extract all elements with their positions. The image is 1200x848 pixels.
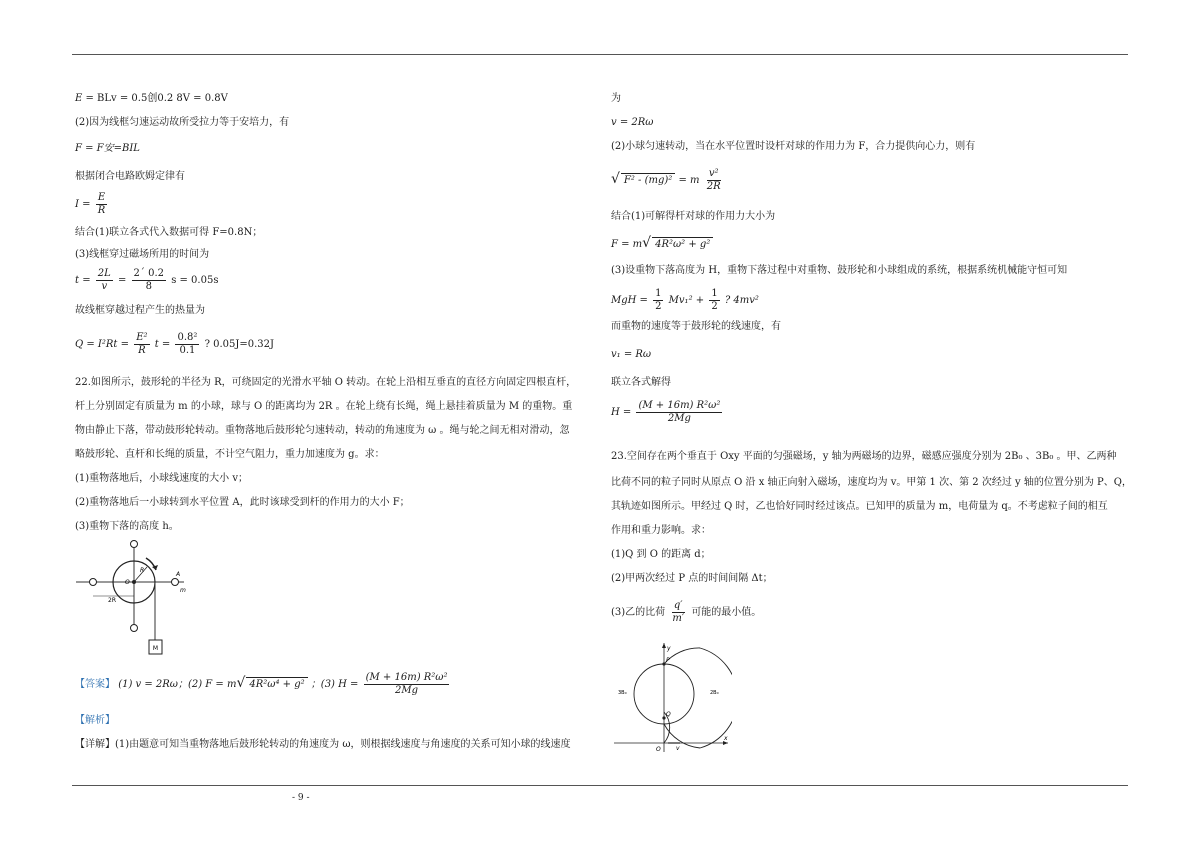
- eq-E: [75, 92, 228, 106]
- fraction-denominator: 2R: [706, 181, 721, 192]
- answer-part-3: ；(3) H =: [310, 679, 359, 690]
- eq-MgH-rhs: ? 4mv²: [724, 295, 759, 306]
- text-line: (2)因为线框匀速运动故所受拉力等于安培力，有: [75, 117, 290, 128]
- q22-line: 杆上分别固定有质量为 m 的小球，球与 O 的距离均为 2R 。在轮上绕有长绳，绳上悬挂着质量为 M 的重物。重: [75, 401, 573, 412]
- eq-F: F = F安=BIL: [75, 143, 140, 154]
- sqrt-content: 4R²ω² + g²: [652, 237, 713, 252]
- eq-t-lhs: t =: [75, 275, 91, 286]
- sqrt-content: F² - (mg)²: [621, 173, 675, 188]
- fraction-numerator: 1: [655, 288, 662, 299]
- label-Q: Q: [666, 711, 671, 718]
- text-line: 为: [611, 93, 621, 104]
- label-m: m: [180, 587, 186, 594]
- analysis-tag: 【解析】: [75, 715, 115, 726]
- fraction-denominator: m′: [672, 613, 685, 624]
- q23-line: 其轨迹如图所示。甲经过 Q 时，乙也恰好同时经过该点。已知甲的质量为 m，电荷量为 q。不考虑粒子间的相互: [611, 501, 1108, 512]
- eq-sqrt-rhs: = m: [678, 175, 700, 186]
- q23-part: (1)Q 到 O 的距离 d；: [611, 549, 711, 560]
- label-right-field: 2B₀: [710, 690, 719, 696]
- trajectory-arc-outer-right: [700, 648, 732, 748]
- fraction-numerator: E: [97, 192, 106, 203]
- label-P: P: [666, 657, 670, 664]
- label-O: O: [125, 579, 130, 586]
- fraction: [670, 600, 686, 625]
- fraction: [653, 288, 663, 313]
- text-line: 故线框穿越过程产生的热量为: [75, 305, 205, 316]
- fraction-denominator: 0.1: [179, 345, 196, 356]
- rotation-arrowhead-icon: [152, 565, 158, 570]
- label-v: v: [676, 745, 680, 752]
- text-line: (2)小球匀速转动，当在水平位置时设杆对球的作用力为 F，合力提供向心力，则有: [611, 141, 976, 152]
- ball-right: [172, 579, 179, 586]
- q22-part: (3)重物下落的高度 h。: [75, 521, 179, 532]
- label-2R: 2R: [108, 597, 116, 604]
- ball-left: [90, 579, 97, 586]
- q23-line: 23.空间存在两个垂直于 Oxy 平面的匀强磁场，y 轴为两磁场的边界，磁感应强度分别为 2B₀ 、3B₀ 。甲、乙两种: [611, 451, 1117, 462]
- detail-line: [75, 738, 571, 752]
- fraction: [96, 268, 113, 293]
- q22-part: (2)重物落地后一小球转到水平位置 A，此时该球受到杆的作用力的大小 F；: [75, 497, 410, 508]
- text-line: (3)线框穿过磁场所用的时间为: [75, 249, 210, 260]
- fraction: [636, 400, 722, 425]
- q22-line: 略鼓形轮、直杆和长绳的质量，不计空气阻力，重力加速度为 g。求：: [75, 449, 385, 460]
- text-line: 联立各式解得: [611, 377, 671, 388]
- eq-H: [611, 400, 724, 425]
- fraction-denominator: 2Mg: [667, 413, 691, 424]
- answer-part-1: (1) v = 2Rω；(2) F = m: [118, 679, 237, 690]
- ball-top: [131, 541, 138, 548]
- radical-icon: √: [236, 675, 246, 691]
- fraction: [134, 332, 149, 357]
- label-A: A: [176, 571, 181, 578]
- eq-Q-lhs: Q = I²Rt =: [75, 339, 129, 350]
- fraction-denominator: R: [138, 345, 146, 356]
- label-x: x: [724, 735, 728, 742]
- label-O: O: [656, 746, 661, 753]
- answer-sqrt: 4R²ω⁴ + g²: [246, 677, 307, 692]
- q23-part: [611, 600, 761, 625]
- fraction-numerator: 0.8²: [177, 332, 198, 343]
- label-left-field: 3B₀: [618, 690, 627, 696]
- q23-part-post: 可能的最小值。: [691, 607, 762, 618]
- eq-F: [611, 236, 713, 252]
- eq-E-lhs: E: [75, 93, 83, 104]
- eq-Q-rhs: ? 0.05J=0.32J: [204, 339, 275, 350]
- label-M: M: [152, 645, 159, 652]
- eq-MgH: [611, 288, 759, 313]
- text-line: 而重物的速度等于鼓形轮的线速度，有: [611, 321, 781, 332]
- fraction-numerator: 2´ 0.2: [133, 268, 164, 279]
- fraction: [705, 168, 723, 193]
- eq-t: [75, 268, 218, 293]
- eq-t-mid: =: [117, 275, 127, 286]
- q22-part: (1)重物落地后，小球线速度的大小 v；: [75, 473, 248, 484]
- text-line: 结合(1)可解得杆对球的作用力大小为: [611, 211, 776, 222]
- fraction-numerator: (M + 16m) R²ω²: [365, 672, 448, 683]
- radical-icon: √: [611, 171, 620, 187]
- fraction: [132, 268, 166, 293]
- fraction-denominator: 2Mg: [395, 685, 419, 696]
- eq-Q-mid: t =: [154, 339, 171, 350]
- label-y: y: [667, 645, 671, 652]
- q22-line: 物由静止下落，带动鼓形轮转动。重物落地后鼓形轮匀速转动，转动的角速度为 ω 。绳与轮之间无相对滑动，忽: [75, 425, 570, 436]
- text-line: 根据闭合电路欧姆定律有: [75, 171, 185, 182]
- radical-icon: √: [642, 235, 652, 251]
- detail-text: (1)由题意可知当重物落地后鼓形轮转动的角速度为 ω，则根据线速度与角速度的关系可知小球的线速度: [115, 739, 571, 750]
- q22-line: 22.如图所示，鼓形轮的半径为 R，可绕固定的光滑水平轴 O 转动。在轮上沿相互垂直的直径方向固定四根直杆，: [75, 377, 577, 388]
- eq-F-lhs: F = m: [611, 239, 643, 250]
- fraction-denominator: 2: [711, 301, 718, 312]
- eq-sqrt: [611, 168, 725, 193]
- eq-H-lhs: H =: [611, 407, 632, 418]
- q23-part: (2)甲两次经过 P 点的时间间隔 Δt；: [611, 573, 773, 584]
- q23-line: 比荷不同的粒子同时从原点 O 沿 x 轴正向射入磁场，速度均为 v。甲第 1 次、第 2 次经过 y 轴的位置分别为 P、Q，: [611, 477, 1132, 488]
- fraction-numerator: (M + 16m) R²ω²: [638, 400, 721, 411]
- answer-line: [75, 672, 451, 697]
- ball-bottom: [131, 625, 138, 632]
- fraction-numerator: 1: [711, 288, 718, 299]
- fraction: [96, 192, 108, 217]
- fraction-numerator: q′: [673, 600, 683, 611]
- drum-wheel-figure: [74, 536, 214, 660]
- text-line: 结合(1)联立各式代入数据可得 F=0.8N；: [75, 227, 263, 238]
- fraction-numerator: v²: [708, 168, 719, 179]
- q23-part-pre: (3)乙的比荷: [611, 607, 666, 618]
- eq-Q: [75, 332, 274, 357]
- eq-v: v = 2Rω: [611, 117, 654, 128]
- text-line: (3)设重物下落高度为 H，重物下落过程中对重物、鼓形轮和小球组成的系统，根据系统机械能守恒可知: [611, 265, 1068, 276]
- top-rule: [72, 54, 1128, 55]
- bottom-rule: [72, 785, 1128, 786]
- fraction-denominator: R: [97, 205, 106, 216]
- fraction-numerator: 2L: [97, 268, 111, 279]
- fraction: [709, 288, 719, 313]
- page-number: - 9 -: [292, 793, 310, 803]
- fraction-denominator: 8: [145, 281, 152, 292]
- magnetic-field-figure: [612, 640, 732, 755]
- fraction-denominator: v: [101, 281, 108, 292]
- eq-v1: v₁ = Rω: [611, 349, 652, 360]
- eq-I: [75, 192, 109, 217]
- q23-line: 作用和重力影响。求：: [611, 525, 711, 536]
- label-R: R: [140, 567, 145, 574]
- answer-tag: 【答案】: [75, 679, 115, 690]
- eq-I-lhs: I =: [75, 199, 91, 210]
- eq-E-rhs: = BLv = 0.5创0.2 8V = 0.8V: [85, 93, 228, 104]
- y-axis-arrow-icon: [662, 643, 666, 648]
- eq-MgH-mid: Mv₁² +: [668, 295, 705, 306]
- eq-t-rhs: s = 0.05s: [171, 275, 219, 286]
- eq-MgH-lhs: MgH =: [611, 295, 648, 306]
- fraction: [364, 672, 450, 697]
- fraction-denominator: 2: [655, 301, 662, 312]
- fraction-numerator: E²: [136, 332, 148, 343]
- fraction: [175, 332, 199, 357]
- detail-tag: 【详解】: [75, 739, 115, 750]
